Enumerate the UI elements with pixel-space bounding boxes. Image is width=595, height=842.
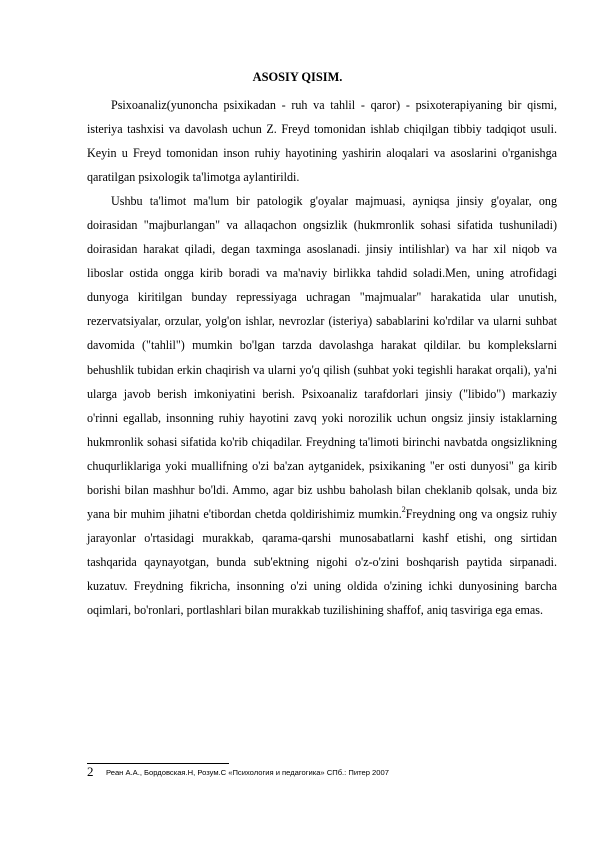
paragraph bbox=[87, 189, 557, 622]
footnote-number: 2 bbox=[87, 764, 94, 779]
paragraph-text: Ushbu ta'limot ma'lum bir patologik g'oyalar majmuasi, ayniqsa jinsiy g'oyalar, ong doirasidan "majburlangan" va allaqachon ongsizlik (hukmronlik sohasi sifatida tushuniladi) doirasidan harakat qiladi, degan taxminga asoslanadi. jinsiy intilishlar) va har xil niqob va liboslar ostida ongga kirib boradi va ma'naviy birlikka tahdid soladi.Men, uning atrofidagi dunyoga kiritilgan bunday repressiyaga uchragan "majmualar" harakatida ular unutish, rezervatsiyalar, orzular, yolg'on ishlar, nevrozlar (isteriya) sabablarini ko'rdilar va ularni suhbat davomida ("tahlil") mumkin bo'lgan tarzda davolashga harakat qildilar. bu komplekslarni behushlik tubidan erkin chaqirish va ularni yo'q qilish (suhbat yoki tegishli harakat orqali), ya'ni ularga javob berish imkoniyatini berish. Psixoanaliz tarafdorlari jinsiy ("libido") markaziy o'rinni egallab, insonning ruhiy hayotini zavq yoki norozilik uchun ongsiz jinsiy istaklarning hukmronlik sohasi sifatida ko'rib chiqadilar. Freydning ta'limoti birinchi navbatda ongsizlikning chuqurliklariga yoki muallifning o'zi ba'zan aytganidek, psixikaning "er osti dunyosi" ga kirib borishi bilan mashhur bo'ldi. Ammo, agar biz ushbu baholash bilan cheklanib qolsak, unda biz yana bir muhim jihatni e'tibordan chetda qoldirishimiz mumkin. bbox=[87, 194, 557, 521]
paragraph: Psixoanaliz(yunoncha psixikadan - ruh va tahlil - qaror) - psixoterapiyaning bir qismi, isteriya tashxisi va davolash uchun Z. Freyd tomonidan ishlab chiqilgan tibbiy tadqiqot usuli. Keyin u Freyd tomonidan inson ruhiy hayotining yashirin aloqalari va asoslarini o'rganishga qaratilgan psixologik ta'limotga aylantirildi. bbox=[87, 98, 557, 185]
footnote-text: Реан А.А., Бордовская.Н, Розум.С «Психология и педагогика» СПб.: Питер 2007 bbox=[106, 768, 389, 777]
footnote bbox=[87, 766, 557, 779]
footnote-reference[interactable]: 2 bbox=[401, 504, 406, 514]
section-heading: ASOSIY QISIM. bbox=[252, 70, 343, 84]
footnote-divider bbox=[87, 763, 229, 764]
body-text bbox=[87, 93, 557, 622]
paragraph-text: Freydning ong va ongsiz ruhiy jarayonlar o'rtasidagi murakkab, qarama-qarshi munosabatlarni kashf etishi, ong sirtidan tashqarida qaynayotgan, bunda sub'ektning nigohi o'z-o'zini boshqarish paytida sirpanadi. kuzatuv. Freydning fikricha, insonning o'zi uning oldida o'zining ichki dunyosining barcha oqimlari, bo'ronlari, portlashlari bilan murakkab tuzilishining shaffof, aniq tasviriga ega emas. bbox=[87, 506, 557, 617]
